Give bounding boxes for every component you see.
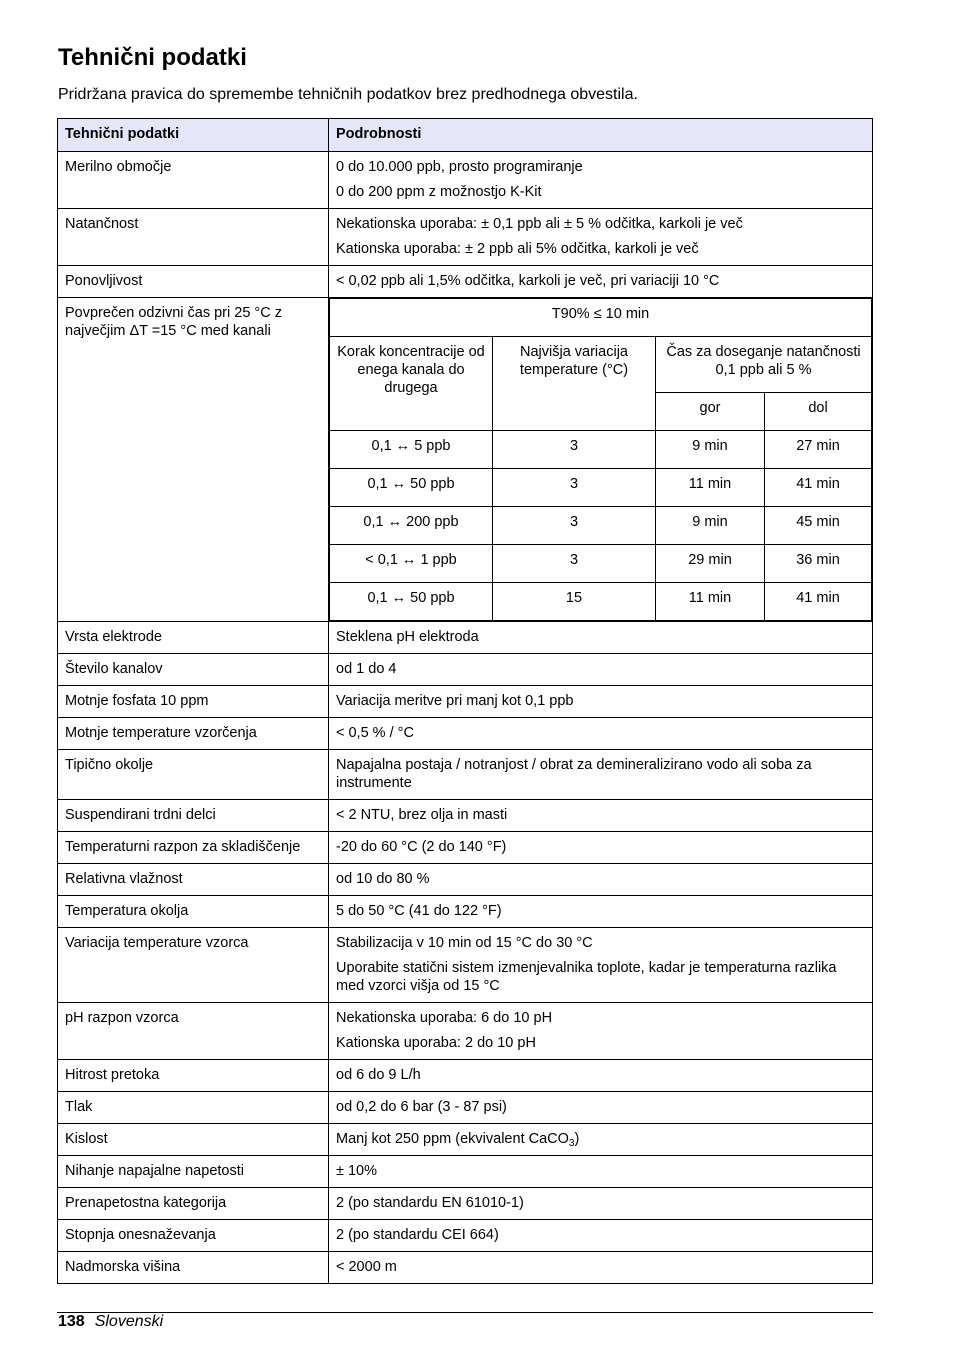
row-label: Suspendirani trdni delci [58, 800, 329, 832]
row-value-line [336, 1009, 865, 1027]
row-value-line [336, 1066, 865, 1084]
row-label: Temperaturni razpon za skladiščenje [58, 832, 329, 864]
row-label: pH razpon vzorca [58, 1003, 329, 1060]
footer-language: Slovenski [94, 1313, 164, 1330]
row-value-line [336, 183, 865, 201]
page-number: 138 [58, 1313, 85, 1330]
table-header-row [58, 119, 873, 152]
row-value-line [336, 158, 865, 176]
row-value-line [336, 1258, 865, 1276]
table-row [58, 1060, 873, 1092]
value-subscript: 3 [568, 1138, 575, 1149]
response-down-cell: 41 min [765, 583, 872, 621]
table-row [58, 1156, 873, 1188]
response-time-row [58, 298, 873, 622]
row-value [329, 1060, 873, 1092]
value-text: < 0,5 % / °C [336, 725, 414, 741]
response-row [330, 545, 872, 583]
row-label: Nadmorska višina [58, 1252, 329, 1284]
row-value-line [336, 756, 865, 792]
response-time-table [329, 298, 872, 621]
table-row [58, 1188, 873, 1220]
table-row [58, 152, 873, 209]
value-text: ± 10% [336, 1163, 378, 1179]
value-text: 5 do 50 °C (41 do 122 °F) [336, 903, 502, 919]
row-value-line [336, 1098, 865, 1116]
row-value-line [336, 1034, 865, 1052]
row-value [329, 266, 873, 298]
table-row [58, 1124, 873, 1156]
row-value [329, 1188, 873, 1220]
response-down-cell: 36 min [765, 545, 872, 583]
response-step-cell: 0,1 ↔ 50 ppb [330, 583, 493, 621]
row-label: Tipično okolje [58, 750, 329, 800]
row-label: Motnje fosfata 10 ppm [58, 686, 329, 718]
value-text: od 10 do 80 % [336, 871, 430, 887]
table-body-after [58, 622, 873, 1284]
table-row [58, 622, 873, 654]
table-row [58, 209, 873, 266]
row-value-line [336, 215, 865, 233]
response-row [330, 469, 872, 507]
table-row [58, 832, 873, 864]
table-row [58, 686, 873, 718]
response-down-cell: 27 min [765, 431, 872, 469]
row-value [329, 1220, 873, 1252]
value-text: Nekationska uporaba: ± 0,1 ppb ali ± 5 % odčitka, karkoli je več [336, 216, 743, 232]
row-value-line [336, 272, 865, 290]
row-value [329, 209, 873, 266]
row-value-line [336, 934, 865, 952]
value-suffix: ) [574, 1131, 580, 1147]
value-text: Steklena pH elektroda [336, 629, 479, 645]
row-value [329, 686, 873, 718]
response-rows [330, 431, 872, 621]
row-value-line [336, 692, 865, 710]
col-up-header: gor [656, 393, 765, 431]
row-value-line [336, 628, 865, 646]
value-text: < 2 NTU, brez olja in masti [336, 807, 508, 823]
response-row [330, 507, 872, 545]
table-row [58, 1252, 873, 1284]
response-step-cell: 0,1 ↔ 50 ppb [330, 469, 493, 507]
intro-paragraph: Pridržana pravica do spremembe tehničnih podatkov brez predhodnega obvestila. [58, 86, 638, 103]
row-value [329, 750, 873, 800]
row-value-line [336, 240, 865, 258]
value-text: Nekationska uporaba: 6 do 10 pH [336, 1010, 553, 1026]
table-row [58, 1092, 873, 1124]
table-body-before [58, 152, 873, 298]
table-row [58, 1003, 873, 1060]
row-label: Število kanalov [58, 654, 329, 686]
row-value [329, 622, 873, 654]
table-row [58, 928, 873, 1003]
value-text: 2 (po standardu EN 61010-1) [336, 1195, 524, 1211]
row-value [329, 1156, 873, 1188]
table-row [58, 864, 873, 896]
table-row [58, 896, 873, 928]
table-row [58, 1220, 873, 1252]
row-label: Temperatura okolja [58, 896, 329, 928]
row-label: Motnje temperature vzorčenja [58, 718, 329, 750]
row-value [329, 1003, 873, 1060]
response-temp-cell: 15 [493, 583, 656, 621]
response-up-cell: 11 min [656, 583, 765, 621]
value-text: Variacija meritve pri manj kot 0,1 ppb [336, 693, 574, 709]
response-down-cell: 45 min [765, 507, 872, 545]
response-row [330, 583, 872, 621]
response-up-cell: 29 min [656, 545, 765, 583]
footer-rule [57, 1312, 873, 1313]
row-label: Variacija temperature vzorca [58, 928, 329, 1003]
row-value [329, 1092, 873, 1124]
col-step-header: Korak koncentracije od enega kanala do drugega [330, 337, 493, 431]
col-temp-header: Najvišja variacija temperature (°C) [493, 337, 656, 431]
value-text: -20 do 60 °C (2 do 140 °F) [336, 839, 507, 855]
row-label: Vrsta elektrode [58, 622, 329, 654]
response-temp-cell: 3 [493, 545, 656, 583]
value-text: od 1 do 4 [336, 661, 397, 677]
response-step-cell: 0,1 ↔ 5 ppb [330, 431, 493, 469]
row-label: Relativna vlažnost [58, 864, 329, 896]
response-up-cell: 9 min [656, 431, 765, 469]
row-label: Nihanje napajalne napetosti [58, 1156, 329, 1188]
row-value-line [336, 660, 865, 678]
value-text: < 2000 m [336, 1259, 397, 1275]
row-value-line [336, 1226, 865, 1244]
value-text: Kationska uporaba: 2 do 10 pH [336, 1035, 536, 1051]
response-time-section [58, 298, 873, 622]
row-value [329, 654, 873, 686]
t90-cell: T90% ≤ 10 min [330, 299, 872, 337]
response-header-row [330, 337, 872, 393]
row-value-line [336, 1194, 865, 1212]
row-value-line [336, 724, 865, 742]
row-value [329, 864, 873, 896]
response-temp-cell: 3 [493, 469, 656, 507]
response-down-cell: 41 min [765, 469, 872, 507]
row-value-line [336, 838, 865, 856]
response-time-details [329, 298, 873, 622]
table-row [58, 800, 873, 832]
response-temp-cell: 3 [493, 507, 656, 545]
header-details: Podrobnosti [329, 119, 873, 152]
t90-row [330, 299, 872, 337]
row-label: Tlak [58, 1092, 329, 1124]
row-label: Kislost [58, 1124, 329, 1156]
row-label: Natančnost [58, 209, 329, 266]
value-text: Kationska uporaba: ± 2 ppb ali 5% odčitka, karkoli je več [336, 241, 699, 257]
col-time-header: Čas za doseganje natančnosti 0,1 ppb ali 5 % [656, 337, 872, 393]
value-text: Manj kot 250 ppm (ekvivalent CaCO [336, 1131, 569, 1147]
response-temp-cell: 3 [493, 431, 656, 469]
value-text: od 6 do 9 L/h [336, 1067, 421, 1083]
response-step-cell: 0,1 ↔ 200 ppb [330, 507, 493, 545]
table-row [58, 718, 873, 750]
table-row [58, 654, 873, 686]
response-up-cell: 11 min [656, 469, 765, 507]
response-time-label: Povprečen odzivni čas pri 25 °C z največjim ΔT =15 °C med kanali [58, 298, 329, 622]
row-value [329, 718, 873, 750]
value-text: Uporabite statični sistem izmenjevalnika toplote, kadar je temperaturna razlika med vzorci višja od 15 °C [336, 960, 837, 994]
response-up-cell: 9 min [656, 507, 765, 545]
response-step-cell: < 0,1 ↔ 1 ppb [330, 545, 493, 583]
value-text: 0 do 10.000 ppb, prosto programiranje [336, 159, 583, 175]
col-down-header: dol [765, 393, 872, 431]
row-value-line [336, 902, 865, 920]
row-value-line [336, 959, 865, 995]
row-value-line [336, 1130, 865, 1148]
row-value [329, 800, 873, 832]
row-label: Hitrost pretoka [58, 1060, 329, 1092]
value-text: 0 do 200 ppm z možnostjo K-Kit [336, 184, 542, 200]
row-value [329, 1124, 873, 1156]
value-text: od 0,2 do 6 bar (3 - 87 psi) [336, 1099, 507, 1115]
value-text: < 0,02 ppb ali 1,5% odčitka, karkoli je več, pri variaciji 10 °C [336, 273, 720, 289]
row-value [329, 896, 873, 928]
row-label: Stopnja onesnaževanja [58, 1220, 329, 1252]
row-label: Ponovljivost [58, 266, 329, 298]
value-text: Stabilizacija v 10 min od 15 °C do 30 °C [336, 935, 593, 951]
row-label: Merilno območje [58, 152, 329, 209]
response-row [330, 431, 872, 469]
row-value-line [336, 870, 865, 888]
row-label: Prenapetostna kategorija [58, 1188, 329, 1220]
row-value [329, 152, 873, 209]
table-row [58, 266, 873, 298]
page-title: Tehnični podatki [58, 44, 247, 71]
row-value-line [336, 806, 865, 824]
technical-data-table [57, 118, 873, 1284]
table-row [58, 750, 873, 800]
value-text: 2 (po standardu CEI 664) [336, 1227, 499, 1243]
header-technical-data: Tehnični podatki [58, 119, 329, 152]
value-text: Napajalna postaja / notranjost / obrat za demineralizirano vodo ali soba za instrumente [336, 757, 812, 791]
page-footer [58, 1313, 163, 1331]
row-value [329, 1252, 873, 1284]
row-value [329, 832, 873, 864]
row-value-line [336, 1162, 865, 1180]
row-value [329, 928, 873, 1003]
